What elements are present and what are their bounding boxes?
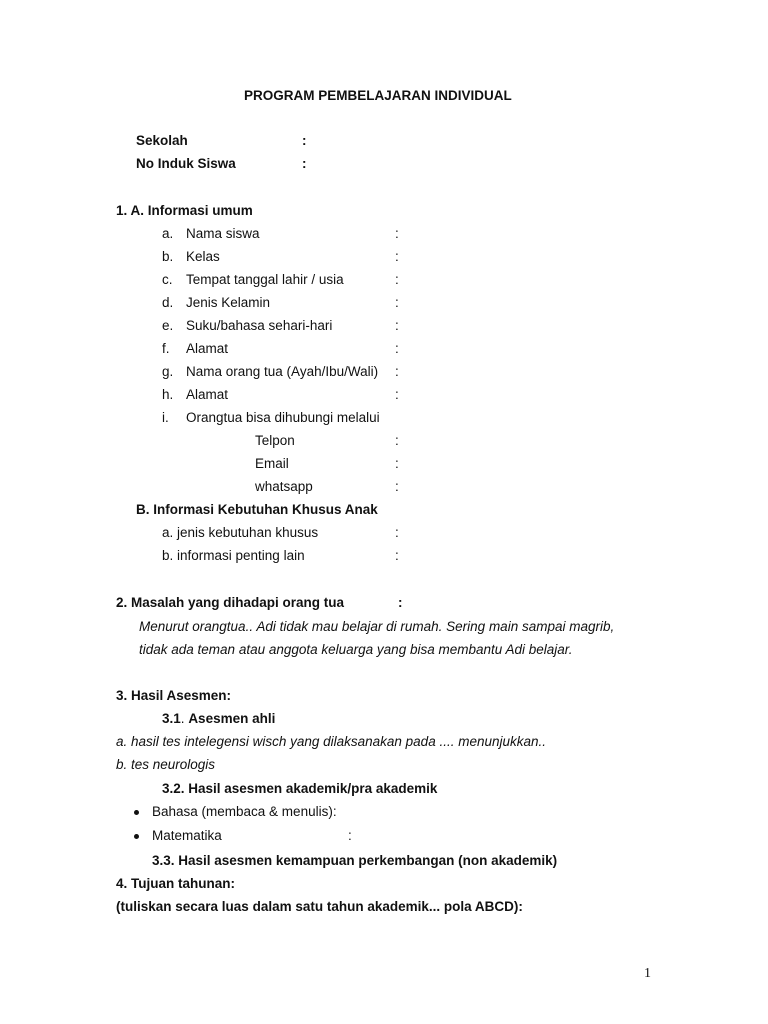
item-colon: : [395,341,399,356]
subsection-3-1-title [162,711,275,727]
item-letter: a. [162,226,174,241]
section4-note: (tuliskan secara luas dalam satu tahun akademik... pola ABCD): [116,899,523,914]
section2-colon: : [398,595,403,610]
section3-heading: 3. Hasil Asesmen: [116,688,232,703]
subsection-3-1-number: 3.1 [162,711,181,726]
item-letter: d. [162,295,174,310]
bullet-item-label: Bahasa (membaca & menulis): [152,804,337,819]
expert-assessment-line: a. hasil tes intelegensi wisch yang dilaksanakan pada .... menunjukkan.. [116,734,547,749]
item-colon: : [395,249,399,264]
item-letter: c. [162,272,173,287]
student-id-colon: : [302,156,307,171]
section2-heading: 2. Masalah yang dihadapi orang tua [116,595,345,610]
item-label: Nama siswa [186,226,260,241]
item-label: Suku/bahasa sehari-hari [186,318,333,333]
item-letter: e. [162,318,174,333]
item-colon: : [395,272,399,287]
bullet-item-colon: : [348,828,352,843]
other-info-label: b. informasi penting lain [162,548,305,563]
item-letter: f. [162,341,170,356]
student-id-label: No Induk Siswa [136,156,236,171]
expert-assessment-line: b. tes neurologis [116,757,216,772]
contact-label: Email [255,456,289,471]
contact-colon: : [395,456,399,471]
contact-colon: : [395,433,399,448]
item-label: Jenis Kelamin [186,295,271,310]
item-label: Orangtua bisa dihubungi melalui [186,410,380,425]
item-colon: : [395,226,399,241]
subsection-3-2-title: 3.2. Hasil asesmen akademik/pra akademik [162,781,438,796]
contact-colon: : [395,479,399,494]
item-label: Alamat [186,387,229,402]
item-letter: g. [162,364,174,379]
subsection-3-1-dot: . [180,711,185,726]
special-need-label: a. jenis kebutuhan khusus [162,525,319,540]
section4-heading: 4. Tujuan tahunan: [116,876,235,891]
document-title: PROGRAM PEMBELAJARAN INDIVIDUAL [244,88,512,103]
item-letter: i. [162,410,169,425]
other-info-colon: : [395,548,399,563]
page-number: 1 [644,966,651,981]
item-label: Nama orang tua (Ayah/Ibu/Wali) [186,364,379,379]
item-colon: : [395,295,399,310]
item-letter: b. [162,249,174,264]
contact-label: Telpon [255,433,295,448]
item-label: Alamat [186,341,229,356]
item-colon: : [395,364,399,379]
item-letter: h. [162,387,174,402]
item-label: Kelas [186,249,220,264]
parent-problem-line: Menurut orangtua.. Adi tidak mau belajar di rumah. Sering main sampai magrib, [139,619,615,634]
bullet-icon [134,834,139,839]
subsection-3-1-label: Asesmen ahli [188,711,276,726]
section1-heading: 1. A. Informasi umum [116,203,253,218]
item-colon: : [395,387,399,402]
item-label: Tempat tanggal lahir / usia [186,272,344,287]
bullet-icon [134,810,139,815]
subsection-3-3-title: 3.3. Hasil asesmen kemampuan perkembangan (non akademik) [152,853,558,868]
bullet-item-label: Matematika [152,828,222,843]
parent-problem-line: tidak ada teman atau anggota keluarga yang bisa membantu Adi belajar. [139,642,573,657]
section1b-heading: B. Informasi Kebutuhan Khusus Anak [136,502,378,517]
school-colon: : [302,133,307,148]
special-need-colon: : [395,525,399,540]
school-label: Sekolah [136,133,188,148]
item-colon: : [395,318,399,333]
contact-label: whatsapp [255,479,313,494]
